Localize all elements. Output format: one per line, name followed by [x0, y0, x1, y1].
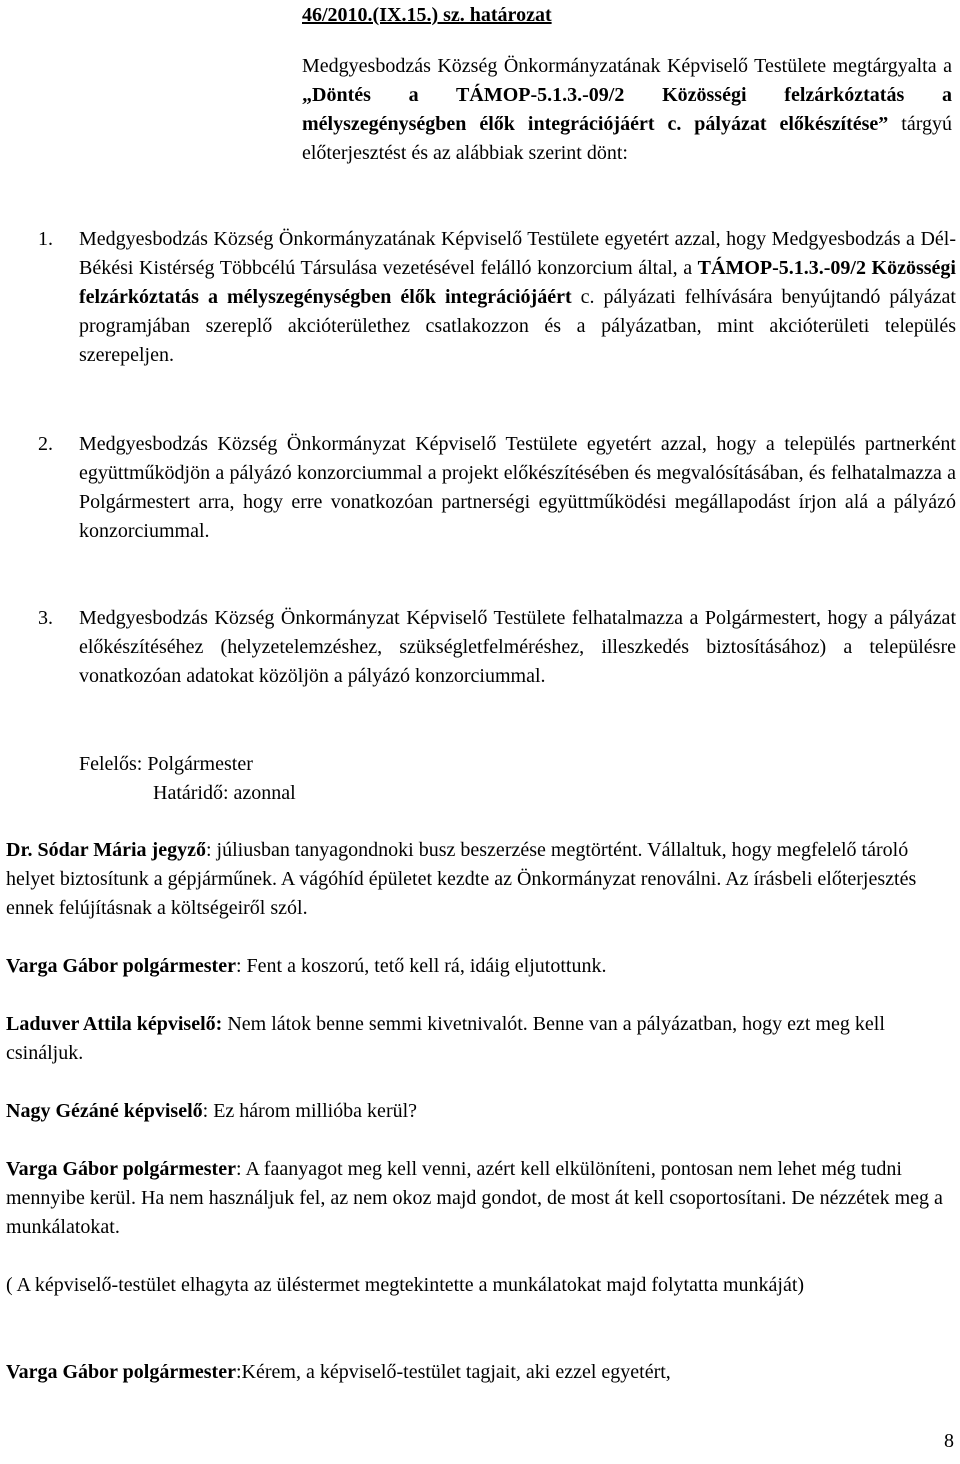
item-text: Medgyesbodzás Község Önkormányzat Képviselő Testülete felhatalmazza a Polgármestert, hogy a pályázat előkészítéséhez (helyzetelemzéshez, szükségletfelméréshez, illeszkedés biztosításához) a településre vonatkozóan adatokat közöljön a pályázó konzorciummal.: [79, 607, 956, 687]
deadline-line: Határidő: azonnal: [153, 782, 296, 804]
speech-text: : A faanyagot meg kell venni, azért kell elkülöníteni, pontosan nem lehet még tudni mennyibe kerül. Ha nem használjuk fel, az nem okoz majd gondot, de most át kell csoportosítani. De nézzétek meg a munkálatokat.: [6, 1158, 943, 1238]
speech-text: : Fent a koszorú, tető kell rá, idáig eljutottunk.: [235, 955, 607, 977]
resolution-item-3: [38, 604, 956, 691]
minutes-paragraph: [6, 952, 954, 981]
item-text: [79, 225, 956, 370]
resolution-title: 46/2010.(IX.15.) sz. határozat: [302, 4, 552, 26]
item-text-part: Medgyesbodzás Község Önkormányzatának Képviselő Testülete egyetért azzal, hogy Medgyesbodzás a Dél-Békési Kistérség Többcélú Társulása vezetésével felálló konzorcium által, a: [79, 228, 956, 279]
item-text: Medgyesbodzás Község Önkormányzat Képviselő Testülete egyetért azzal, hogy a település partnerként együttműködjön a pályázó konzorciummal a projekt előkészítésében és megvalósításában, és felhatalmazza a Polgármestert arra, hogy erre vonatkozóan partnerségi együttműködési megállapodást írjon alá a pályázó konzorciummal.: [79, 433, 956, 542]
item-number: 1.: [38, 228, 53, 250]
speech-text: : Ez három millióba kerül?: [202, 1100, 418, 1122]
item-number: 2.: [38, 433, 53, 455]
speaker-name: Dr. Sódar Mária jegyző: [6, 839, 206, 861]
speaker-name: Laduver Attila képviselő:: [6, 1013, 223, 1035]
responsible-line: Felelős: Polgármester: [79, 753, 253, 775]
minutes-paragraph: [6, 836, 954, 923]
minutes-paragraph: [6, 1155, 954, 1242]
resolution-item-2: [38, 430, 956, 546]
speaker-name: Varga Gábor polgármester: [6, 955, 236, 977]
speech-text: ( A képviselő-testület elhagyta az üléstermet megtekintette a munkálatokat majd folytatta munkáját): [6, 1274, 805, 1296]
speaker-name: Varga Gábor polgármester: [6, 1158, 236, 1180]
speaker-name: Varga Gábor polgármester: [6, 1361, 236, 1383]
item-text-part: c. pályázati felhívására benyújtandó pályázat programjában szereplő akcióterülethez csatlakozzon és a pályázatban, mint akcióterületi település szerepeljen.: [79, 286, 956, 366]
minutes-paragraph: [6, 1271, 954, 1300]
speech-text: :Kérem, a képviselő-testület tagjait, aki ezzel egyetért,: [235, 1361, 671, 1383]
item-bold-program: TÁMOP-5.1.3.-09/2 Közösségi felzárkóztatás a mélyszegénységben élők integrációjáért: [79, 257, 956, 308]
minutes-paragraph: [6, 1010, 954, 1068]
intro-bold-subject: „Döntés a TÁMOP-5.1.3.-09/2 Közösségi felzárkóztatás a mélyszegénységben élők integrációjáért c. pályázat előkészítése”: [302, 84, 952, 135]
item-number: 3.: [38, 607, 53, 629]
intro-text-2: tárgyú előterjesztést és az alábbiak szerint dönt:: [302, 113, 953, 164]
resolution-item-1: [38, 225, 956, 370]
page-number: 8: [944, 1430, 954, 1452]
intro-text-1: Medgyesbodzás Község Önkormányzatának Képviselő Testülete megtárgyalta a: [302, 55, 952, 77]
resolution-intro: [302, 52, 952, 168]
minutes-paragraph: [6, 1358, 954, 1387]
speech-text: : júliusban tanyagondnoki busz beszerzése megtörtént. Vállaltuk, hogy megfelelő tároló helyet biztosítunk a gépjárműnek. A vágóhíd épületet kezdte az Önkormányzat renoválni. Az írásbeli előterjesztés ennek felújításnak a költségeiről szól.: [6, 839, 917, 919]
speech-text: Nem látok benne semmi kivetnivalót. Benne van a pályázatban, hogy ezt meg kell csináljuk.: [6, 1013, 885, 1064]
minutes-paragraph: [6, 1097, 954, 1126]
speaker-name: Nagy Gézáné képviselő: [6, 1100, 203, 1122]
